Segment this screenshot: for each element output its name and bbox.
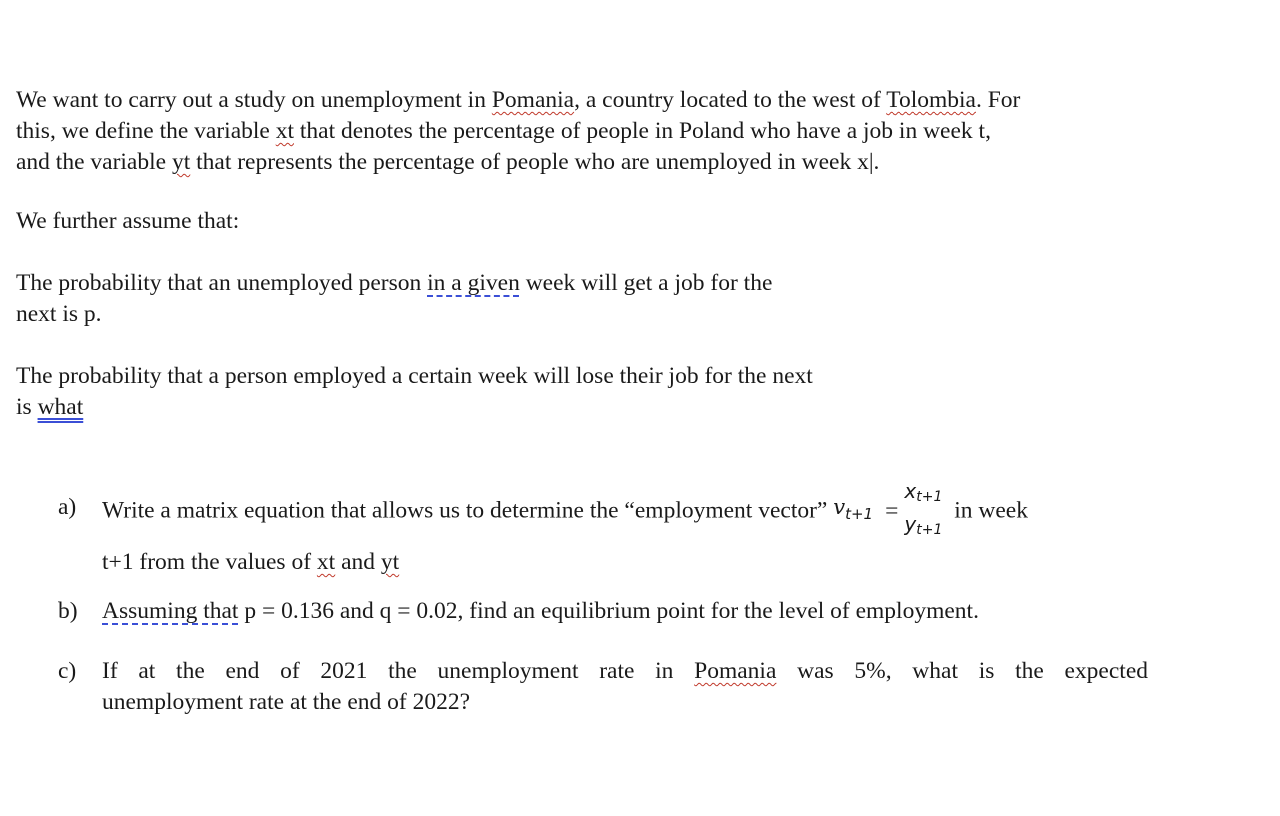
vector-x-subscript: t+1 xyxy=(916,489,943,505)
vector-x: x xyxy=(904,479,917,503)
question-a-line-2 xyxy=(102,547,1148,578)
assumption-text: We further assume that: xyxy=(16,208,240,234)
intro-text: , a country located to the west of xyxy=(574,87,887,113)
vector-y-subscript: t+1 xyxy=(916,522,943,538)
spell-flag-pomania[interactable]: Pomania xyxy=(491,87,575,113)
spell-flag-xt-2[interactable]: xt xyxy=(316,549,336,575)
question-c xyxy=(58,656,1148,720)
spell-flag-tolombia[interactable]: Tolombia xyxy=(886,87,976,113)
vector-y-entry xyxy=(904,511,942,544)
grammar-flag-assuming-that[interactable]: Assuming that xyxy=(102,598,239,624)
intro-text: and the variable xyxy=(16,149,172,175)
probability-p-paragraph xyxy=(16,268,772,330)
vector-v-subscript: t+1 xyxy=(845,505,874,523)
spell-flag-pomania-2[interactable]: Pomania xyxy=(694,658,777,684)
spell-flag-yt-2[interactable]: yt xyxy=(380,549,400,575)
intro-text: . For xyxy=(975,87,1021,113)
spell-flag-yt[interactable]: yt xyxy=(171,149,191,175)
probability-q-paragraph xyxy=(16,361,813,423)
question-a-text-1: Write a matrix equation that allows us to determine the “employment vector” xyxy=(102,497,834,524)
question-a-text xyxy=(102,478,1148,578)
spell-flag-xt[interactable]: xt xyxy=(275,118,294,144)
equals-sign: = xyxy=(885,497,899,524)
intro-paragraph xyxy=(16,85,1020,178)
question-b-text xyxy=(102,596,1148,627)
vector-v xyxy=(833,494,874,523)
question-b xyxy=(58,596,1148,628)
prob-q-line-2 xyxy=(16,392,813,423)
intro-text: that represents the percentage of people who are unemployed in week x|. xyxy=(190,149,880,175)
question-c-line-2: unemployment rate at the end of 2022? xyxy=(102,689,471,715)
assumption-heading xyxy=(16,206,239,237)
question-c-text-2: was 5%, what is the expected xyxy=(776,658,1149,684)
vector-column xyxy=(904,478,942,544)
prob-p-text: week will get a job for the xyxy=(519,270,773,296)
question-a-label: a) xyxy=(58,494,77,520)
intro-line-2 xyxy=(16,116,1020,147)
intro-line-1 xyxy=(16,85,1020,116)
vector-x-entry xyxy=(904,478,942,511)
intro-text: We want to carry out a study on unemployment in xyxy=(16,87,492,113)
question-b-rest: p = 0.136 and q = 0.02, find an equilibrium point for the level of employment. xyxy=(238,598,979,624)
prob-q-text: is xyxy=(16,394,38,420)
question-b-label: b) xyxy=(58,598,78,624)
question-a-text-3: t+1 from the values of xyxy=(102,549,317,575)
question-a-and: and xyxy=(335,549,381,575)
question-c-text-1: If at the end of 2021 the unemployment rate in xyxy=(102,658,695,684)
question-c-line-1 xyxy=(102,656,1148,687)
question-c-text xyxy=(102,656,1148,718)
prob-q-line-1: The probability that a person employed a certain week will lose their job for the next xyxy=(16,363,813,389)
grammar-flag-what[interactable]: what xyxy=(37,394,84,420)
vector-v-symbol: v xyxy=(833,495,846,519)
intro-text: that denotes the percentage of people in Poland who have a job in week t, xyxy=(294,118,991,144)
question-a-line-1 xyxy=(102,478,1148,544)
intro-text: this, we define the variable xyxy=(16,118,276,144)
prob-p-line-2: next is p. xyxy=(16,301,102,327)
grammar-flag-in-a-given[interactable]: in a given xyxy=(427,270,520,296)
intro-line-3 xyxy=(16,147,1020,178)
question-c-label: c) xyxy=(58,658,77,684)
prob-p-text: The probability that an unemployed person xyxy=(16,270,428,296)
question-a-text-2: in week xyxy=(948,497,1028,524)
prob-p-line-1 xyxy=(16,268,772,299)
vector-y: y xyxy=(904,512,917,536)
question-a xyxy=(58,478,1148,575)
